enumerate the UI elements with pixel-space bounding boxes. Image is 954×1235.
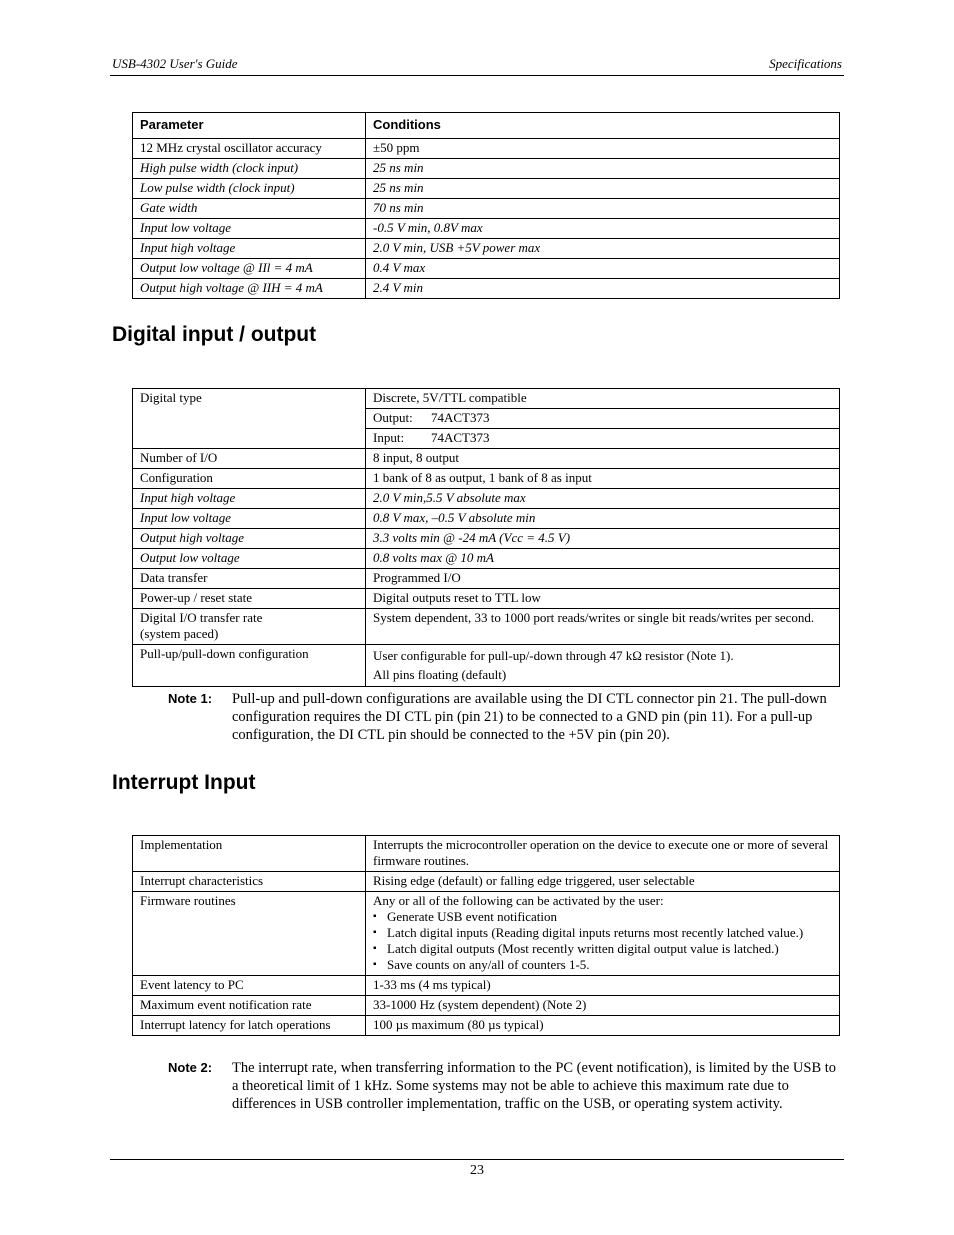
param-cell: Power-up / reset state <box>133 589 366 609</box>
section-heading-digital-io: Digital input / output <box>112 323 317 346</box>
output-key: Output: <box>373 410 413 425</box>
param-cell: Pull-up/pull-down configuration <box>133 645 366 687</box>
table-row <box>133 1016 840 1036</box>
header-section-title: Specifications <box>769 56 842 71</box>
table-row <box>133 996 840 1016</box>
table-row <box>133 569 840 589</box>
value-cell: 1-33 ms (4 ms typical) <box>366 976 840 996</box>
value-cell: 25 ns min <box>366 179 840 199</box>
rate-label-line1: Digital I/O transfer rate <box>140 610 263 625</box>
section-heading-interrupt: Interrupt Input <box>112 771 256 794</box>
value-cell: 70 ns min <box>366 199 840 219</box>
param-cell: Number of I/O <box>133 449 366 469</box>
param-cell: Data transfer <box>133 569 366 589</box>
list-item: ▪ Generate USB event notification <box>387 909 832 925</box>
param-cell: Output high voltage @ IIH = 4 mA <box>133 279 366 299</box>
param-cell: Maximum event notification rate <box>133 996 366 1016</box>
rate-label-line2: (system paced) <box>140 626 219 641</box>
param-cell: 12 MHz crystal oscillator accuracy <box>133 139 366 159</box>
param-cell: Interrupt latency for latch operations <box>133 1016 366 1036</box>
table-row <box>133 872 840 892</box>
value-cell: Digital outputs reset to TTL low <box>366 589 840 609</box>
note-2 <box>168 1059 840 1113</box>
column-header-parameter: Parameter <box>133 113 366 139</box>
note-1 <box>168 690 840 744</box>
pull-value-line2: All pins floating (default) <box>373 667 507 682</box>
table-row <box>133 976 840 996</box>
input-value: 74ACT373 <box>431 430 490 445</box>
value-cell: Rising edge (default) or falling edge triggered, user selectable <box>366 872 840 892</box>
firmware-list <box>373 909 832 973</box>
page-footer <box>110 1159 844 1179</box>
param-cell: Input low voltage <box>133 219 366 239</box>
value-cell: 0.8 volts max @ 10 mA <box>366 549 840 569</box>
value-cell: 2.0 V min, USB +5V power max <box>366 239 840 259</box>
note-text: The interrupt rate, when transferring information to the PC (event notification), is limited by the USB to a theoretical limit of 1 kHz. Some systems may not be able to achieve this maximum rate due to differences in USB controller implementation, traffic on the USB, or operating system activity. <box>232 1060 837 1112</box>
value-cell: Programmed I/O <box>366 569 840 589</box>
table-row <box>133 449 840 469</box>
table-row <box>133 179 840 199</box>
value-cell: 2.0 V min,5.5 V absolute max <box>366 489 840 509</box>
table-row <box>133 239 840 259</box>
param-cell: Digital type <box>133 389 366 449</box>
param-cell: Event latency to PC <box>133 976 366 996</box>
value-cell: System dependent, 33 to 1000 port reads/writes or single bit reads/writes per second. <box>366 609 840 645</box>
value-cell: 3.3 volts min @ -24 mA (Vcc = 4.5 V) <box>366 529 840 549</box>
value-cell <box>366 645 840 687</box>
value-cell: Discrete, 5V/TTL compatible <box>366 389 840 409</box>
param-cell: Input high voltage <box>133 239 366 259</box>
page-number: 23 <box>470 1163 484 1178</box>
counter-spec-table <box>132 112 840 299</box>
output-value: 74ACT373 <box>431 410 490 425</box>
param-cell: Output low voltage @ IIl = 4 mA <box>133 259 366 279</box>
value-cell <box>366 409 840 429</box>
table-row <box>133 159 840 179</box>
param-cell: Input low voltage <box>133 509 366 529</box>
param-cell: Interrupt characteristics <box>133 872 366 892</box>
param-cell: Low pulse width (clock input) <box>133 179 366 199</box>
value-cell: -0.5 V min, 0.8V max <box>366 219 840 239</box>
table-row <box>133 259 840 279</box>
value-cell: 2.4 V min <box>366 279 840 299</box>
column-header-conditions: Conditions <box>366 113 840 139</box>
table-row <box>133 509 840 529</box>
table-row <box>133 549 840 569</box>
value-cell: ±50 ppm <box>366 139 840 159</box>
table-row <box>133 645 840 687</box>
list-item: ▪ Latch digital outputs (Most recently written digital output value is latched.) <box>387 941 832 957</box>
page-header <box>110 55 844 76</box>
table-row <box>133 609 840 645</box>
table-row <box>133 469 840 489</box>
note-text: Pull-up and pull-down configurations are available using the DI CTL connector pin 21. The pull-down configuration requires the DI CTL pin (pin 21) to be connected to a GND pin (pin 11). For a pull-up configuration, the DI CTL pin should be connected to the +5V pin (pin 20). <box>232 691 827 743</box>
param-cell: Input high voltage <box>133 489 366 509</box>
param-cell: Implementation <box>133 836 366 872</box>
interrupt-table <box>132 835 840 1036</box>
value-cell: 25 ns min <box>366 159 840 179</box>
param-cell: Firmware routines <box>133 892 366 976</box>
note-label: Note 2: <box>168 1060 213 1075</box>
table-row <box>133 489 840 509</box>
param-cell: Output low voltage <box>133 549 366 569</box>
value-cell: Interrupts the microcontroller operation on the device to execute one or more of several firmware routines. <box>366 836 840 872</box>
table-row <box>133 589 840 609</box>
param-cell: Output high voltage <box>133 529 366 549</box>
table-row <box>133 892 840 976</box>
param-cell: High pulse width (clock input) <box>133 159 366 179</box>
note-label: Note 1: <box>168 691 213 706</box>
table-row <box>133 389 840 409</box>
value-cell: 100 µs maximum (80 µs typical) <box>366 1016 840 1036</box>
param-cell <box>133 609 366 645</box>
table-row <box>133 139 840 159</box>
list-item: ▪ Save counts on any/all of counters 1-5. <box>387 957 832 973</box>
list-item: ▪ Latch digital inputs (Reading digital inputs returns most recently latched value.) <box>387 925 832 941</box>
table-header-row <box>133 113 840 139</box>
value-cell: 0.8 V max, –0.5 V absolute min <box>366 509 840 529</box>
pull-value-line1: User configurable for pull-up/-down through 47 kΩ resistor (Note 1). <box>373 648 734 663</box>
input-key: Input: <box>373 430 405 445</box>
digital-io-table <box>132 388 840 687</box>
value-cell: 8 input, 8 output <box>366 449 840 469</box>
table-row <box>133 199 840 219</box>
table-row <box>133 219 840 239</box>
value-cell: 0.4 V max <box>366 259 840 279</box>
table-row <box>133 836 840 872</box>
param-cell: Configuration <box>133 469 366 489</box>
value-cell: 33-1000 Hz (system dependent) (Note 2) <box>366 996 840 1016</box>
header-doc-title: USB-4302 User's Guide <box>112 56 238 71</box>
firmware-intro: Any or all of the following can be activated by the user: <box>373 893 664 908</box>
value-cell: 1 bank of 8 as output, 1 bank of 8 as input <box>366 469 840 489</box>
value-cell <box>366 892 840 976</box>
value-cell <box>366 429 840 449</box>
table-row <box>133 529 840 549</box>
param-cell: Gate width <box>133 199 366 219</box>
table-row <box>133 279 840 299</box>
